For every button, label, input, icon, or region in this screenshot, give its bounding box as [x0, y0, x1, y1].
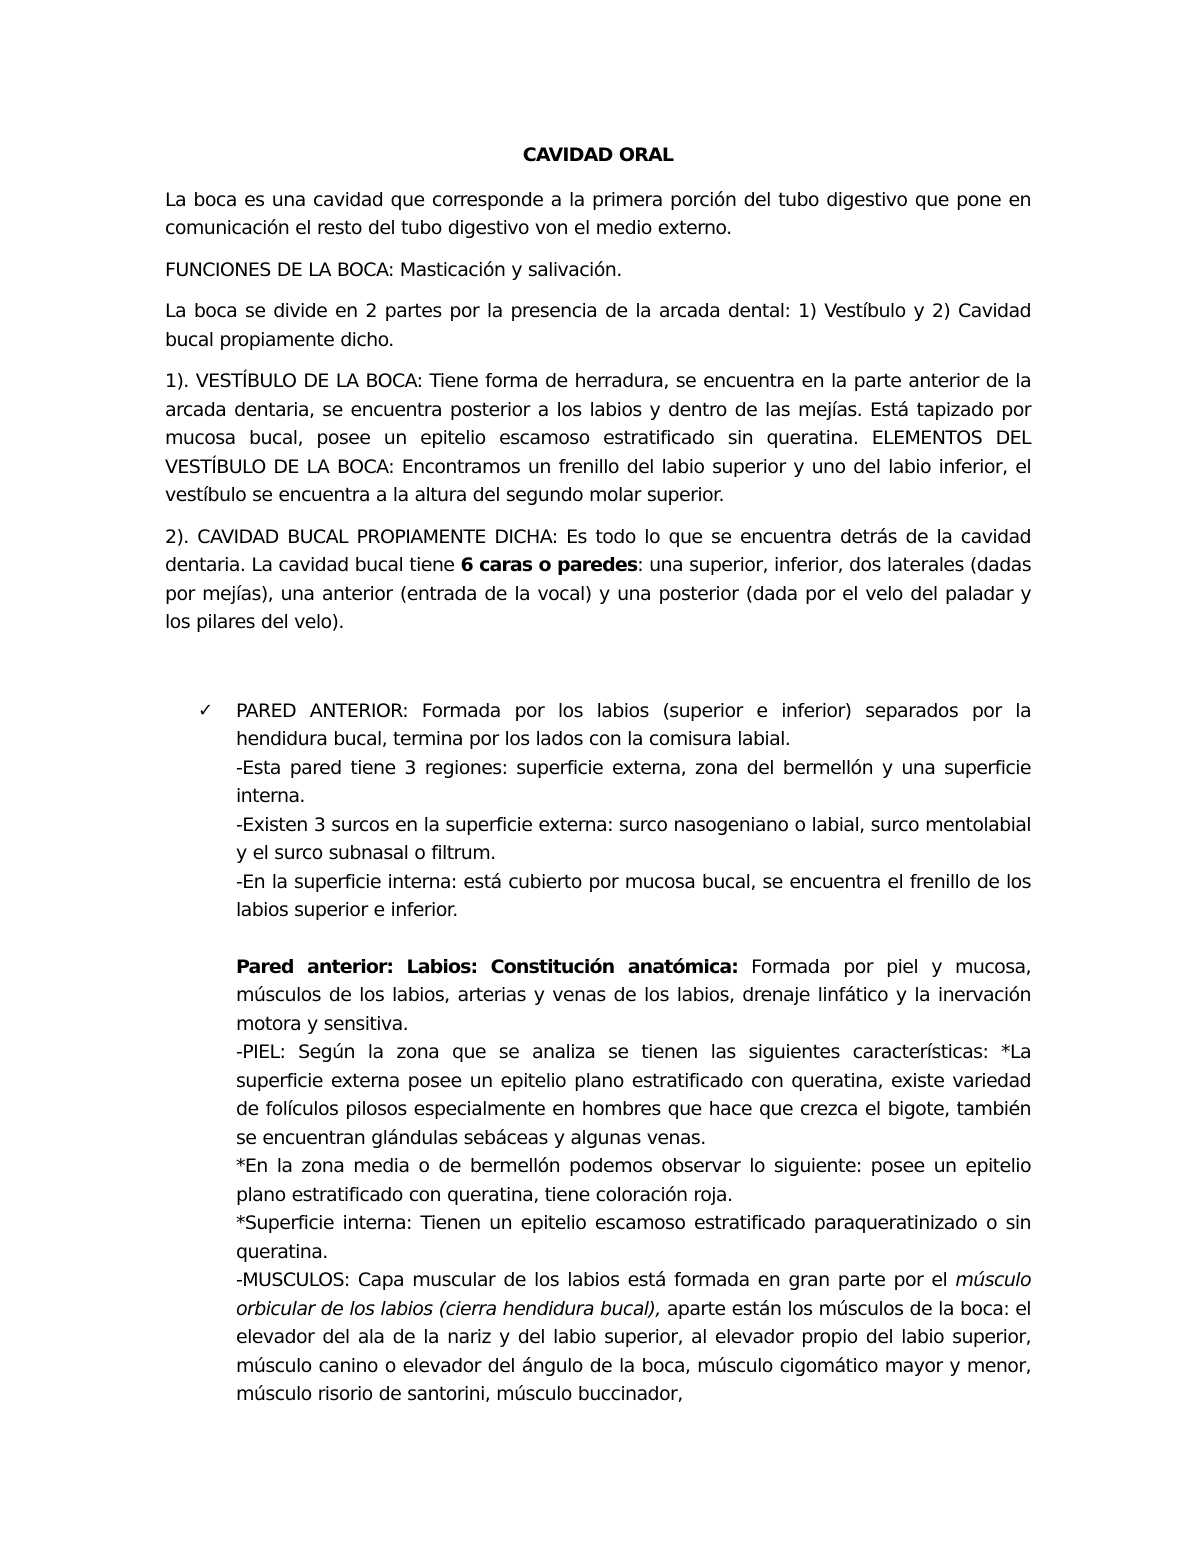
surcos-line: -Existen 3 surcos en la superficie externa: surco nasogeniano o labial, surco mentolabial y el surco subnasal o filtrum. — [236, 813, 1031, 864]
pared-anterior-item: PARED ANTERIOR: Formada por los labios (superior e inferior) separados por la hendidura bucal, termina por los lados con la comisura labial. — [236, 699, 1031, 750]
interna-line: *Superficie interna: Tienen un epitelio escamoso estratificado paraqueratinizado o sin queratina. — [236, 1212, 1031, 1263]
checkmark-icon: ✓ — [198, 699, 213, 721]
divide-paragraph: La boca se divide en 2 partes por la presencia de la arcada dental: 1) Vestíbulo y 2) Cavidad bucal propiamente dicho. — [165, 300, 1031, 351]
cavidad-text-end: : una superior, inferior, dos laterales (dadas por mejías), una anterior (entrada de la vocal) y una posterior (dada por el velo del paladar y los pilares del velo). — [165, 554, 1031, 633]
musculos-text-start: -MUSCULOS: Capa muscular de los labios está formada en gran parte por el — [236, 1269, 956, 1291]
cavidad-bold-text: 6 caras o paredes — [460, 554, 638, 576]
constitucion-text: Formada por piel y mucosa, músculos de los labios, arterias y venas de los labios, drenaje linfático y la inervación motora y sensitiva. — [236, 955, 1031, 1035]
cavidad-paragraph — [165, 523, 1031, 637]
cavidad-text-start: 2). CAVIDAD BUCAL PROPIAMENTE DICHA: Es todo lo que se encuentra detrás de la cavidad dentaria. La cavidad bucal tiene — [165, 525, 1031, 576]
musculos-italic-text: músculo orbicular de los labios (cierra hendidura bucal), — [236, 1269, 1031, 1320]
funciones-paragraph: FUNCIONES DE LA BOCA: Masticación y salivación. — [165, 258, 622, 281]
piel-line: -PIEL: Según la zona que se analiza se tienen las siguientes características: *La superficie externa posee un epitelio plano estratificado con queratina, existe variedad de folículos pilosos especialmente en hombres que hace que crezca el bigote, también se encuentran glándulas sebáceas y algunas venas. — [236, 1041, 1031, 1149]
bullet-list — [165, 697, 1031, 1409]
section-spacer — [165, 650, 1031, 697]
constitucion-heading: Pared anterior: Labios: Constitución anatómica: — [236, 955, 738, 978]
constitucion-line — [236, 953, 1031, 1039]
regiones-line: -Esta pared tiene 3 regiones: superficie externa, zona del bermellón y una superficie interna. — [236, 756, 1031, 807]
musculos-line — [236, 1266, 1031, 1409]
page-title: CAVIDAD ORAL — [522, 144, 674, 166]
superficie-interna-line: -En la superficie interna: está cubierto por mucosa bucal, se encuentra el frenillo de los labios superior e inferior. — [236, 870, 1031, 921]
list-gap — [236, 925, 1031, 953]
vestibulo-paragraph: 1). VESTÍBULO DE LA BOCA: Tiene forma de herradura, se encuentra en la parte anterior de la arcada dentaria, se encuentra posterior a los labios y dentro de las mejías. Está tapizado por mucosa bucal, posee un epitelio escamoso estratificado sin queratina. ELEMENTOS DEL VESTÍBULO DE LA BOCA: Encontramos un frenillo del labio superior y uno del labio inferior, el vestíbulo se encuentra a la altura del segundo molar superior. — [165, 370, 1031, 506]
bermellon-line: *En la zona media o de bermellón podemos observar lo siguiente: posee un epitelio plano estratificado con queratina, tiene coloración roja. — [236, 1155, 1031, 1206]
musculos-text-end: aparte están los músculos de la boca: el elevador del ala de la nariz y del labio superior, al elevador propio del labio superior, músculo canino o elevador del ángulo de la boca, músculo cigomático mayor y menor, músculo risorio de santorini, músculo buccinador, — [236, 1297, 1031, 1405]
intro-paragraph: La boca es una cavidad que corresponde a la primera porción del tubo digestivo que pone en comunicación el resto del tubo digestivo von el medio externo. — [165, 188, 1031, 239]
document-page — [165, 141, 1031, 1409]
